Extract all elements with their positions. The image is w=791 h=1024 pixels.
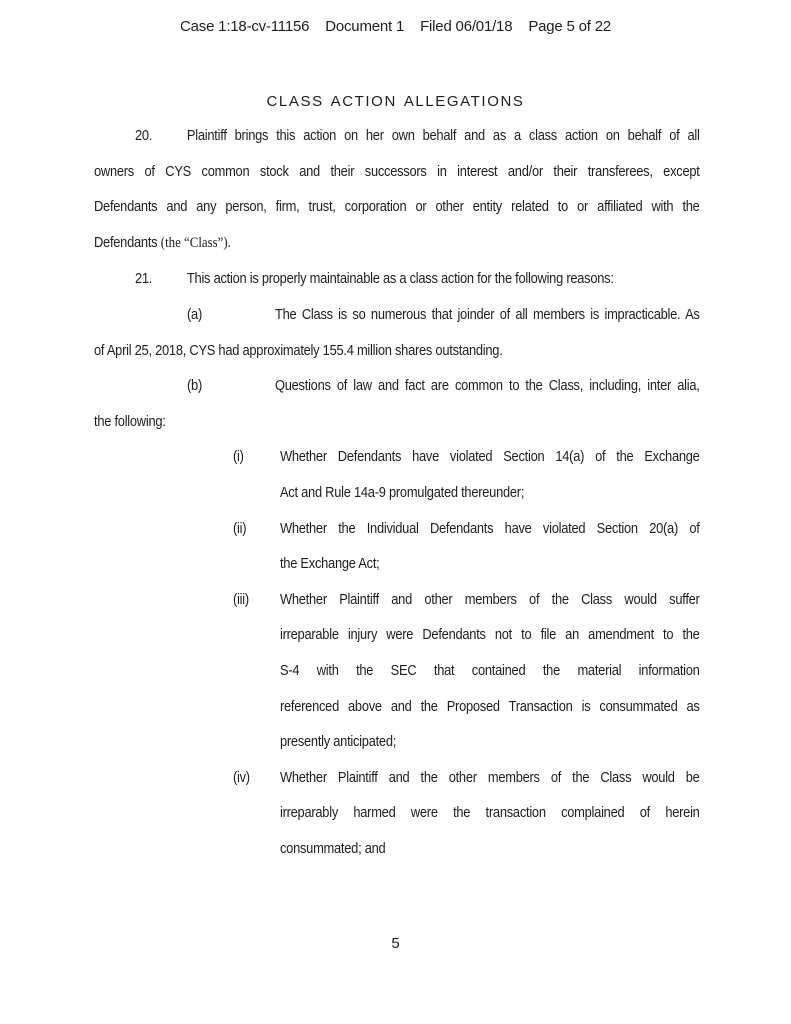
text-line bbox=[94, 653, 700, 689]
item-label: (i) bbox=[232, 448, 244, 466]
paragraph-20 bbox=[94, 118, 700, 261]
text-line bbox=[94, 475, 700, 511]
paragraph-text: irreparable injury were Defendants not to file an amendment to the bbox=[279, 626, 700, 644]
paragraph-text: Whether Plaintiff and other members of the Class would suffer bbox=[279, 590, 700, 608]
text-line bbox=[94, 724, 700, 760]
paragraph-text: The Class is so numerous that joinder of all members is impracticable. As bbox=[274, 305, 700, 323]
paragraph-text: Questions of law and fact are common to the Class, including, inter alia, bbox=[274, 377, 700, 395]
paragraph-text: Defendants and any person, firm, trust, corporation or other entity related to or affiliated with the bbox=[94, 198, 700, 216]
defined-term: (the “Class”). bbox=[160, 234, 231, 251]
paragraph-text: Act and Rule 14a-9 promulgated thereunder; bbox=[279, 483, 525, 501]
text-line bbox=[94, 333, 700, 369]
paragraph-text: Defendants bbox=[94, 233, 158, 251]
text-line bbox=[94, 368, 700, 404]
subparagraph-b bbox=[94, 368, 700, 439]
paragraph-number: 20. bbox=[134, 127, 153, 144]
paragraph-text: Whether Defendants have violated Section 14(a) of the Exchange bbox=[279, 448, 700, 466]
item-iii bbox=[94, 582, 700, 760]
paragraph-text: the Exchange Act; bbox=[279, 555, 380, 573]
paragraph-text: presently anticipated; bbox=[279, 733, 397, 751]
paragraph-text: Whether Plaintiff and the other members of the Class would be bbox=[279, 768, 700, 786]
section-title: CLASS ACTION ALLEGATIONS bbox=[266, 93, 525, 110]
filed-date: Filed 06/01/18 bbox=[420, 18, 513, 35]
item-label: (ii) bbox=[232, 519, 247, 537]
paragraph-21 bbox=[94, 261, 700, 297]
text-line bbox=[94, 582, 700, 618]
paragraph-number: 21. bbox=[134, 270, 153, 288]
subparagraph-label: (a) bbox=[187, 305, 203, 323]
text-line bbox=[94, 154, 700, 190]
page-indicator: Page 5 of 22 bbox=[528, 18, 611, 35]
case-number: Case 1:18-cv-11156 bbox=[180, 18, 310, 35]
text-line bbox=[94, 760, 700, 796]
text-line bbox=[94, 439, 700, 475]
text-line bbox=[94, 189, 700, 225]
text-line bbox=[94, 225, 700, 262]
text-line bbox=[94, 689, 700, 725]
paragraph-text: the following: bbox=[94, 412, 166, 430]
court-stamp bbox=[0, 18, 791, 35]
paragraph-text: S-4 with the SEC that contained the material information bbox=[279, 661, 700, 679]
item-label: (iv) bbox=[232, 768, 250, 786]
text-line bbox=[94, 297, 700, 333]
paragraph-text: Whether the Individual Defendants have violated Section 20(a) of bbox=[279, 519, 700, 537]
item-iv bbox=[94, 760, 700, 867]
text-line bbox=[94, 118, 700, 154]
text-line bbox=[94, 511, 700, 547]
paragraph-text: consummated; and bbox=[279, 839, 386, 857]
paragraph-text: referenced above and the Proposed Transaction is consummated as bbox=[279, 697, 700, 715]
paragraph-text: of April 25, 2018, CYS had approximately 155.4 million shares outstanding. bbox=[94, 341, 503, 359]
paragraph-text: owners of CYS common stock and their successors in interest and/or their transferees, except bbox=[94, 162, 700, 180]
text-line bbox=[94, 795, 700, 831]
subparagraph-label: (b) bbox=[187, 377, 203, 395]
subparagraph-a bbox=[94, 297, 700, 368]
item-i bbox=[94, 439, 700, 510]
text-line bbox=[94, 831, 700, 867]
page-number: 5 bbox=[391, 935, 400, 952]
text-line bbox=[94, 404, 700, 440]
paragraph-text: This action is properly maintainable as a class action for the following reasons: bbox=[186, 270, 614, 288]
text-line bbox=[94, 617, 700, 653]
document-body bbox=[94, 118, 700, 866]
item-ii bbox=[94, 511, 700, 582]
paragraph-text: irreparably harmed were the transaction complained of herein bbox=[279, 804, 700, 822]
item-label: (iii) bbox=[232, 590, 249, 608]
text-line bbox=[94, 261, 700, 297]
document-number: Document 1 bbox=[325, 18, 405, 35]
paragraph-text: Plaintiff brings this action on her own behalf and as a class action on behalf of all bbox=[186, 127, 700, 144]
text-line bbox=[94, 546, 700, 582]
